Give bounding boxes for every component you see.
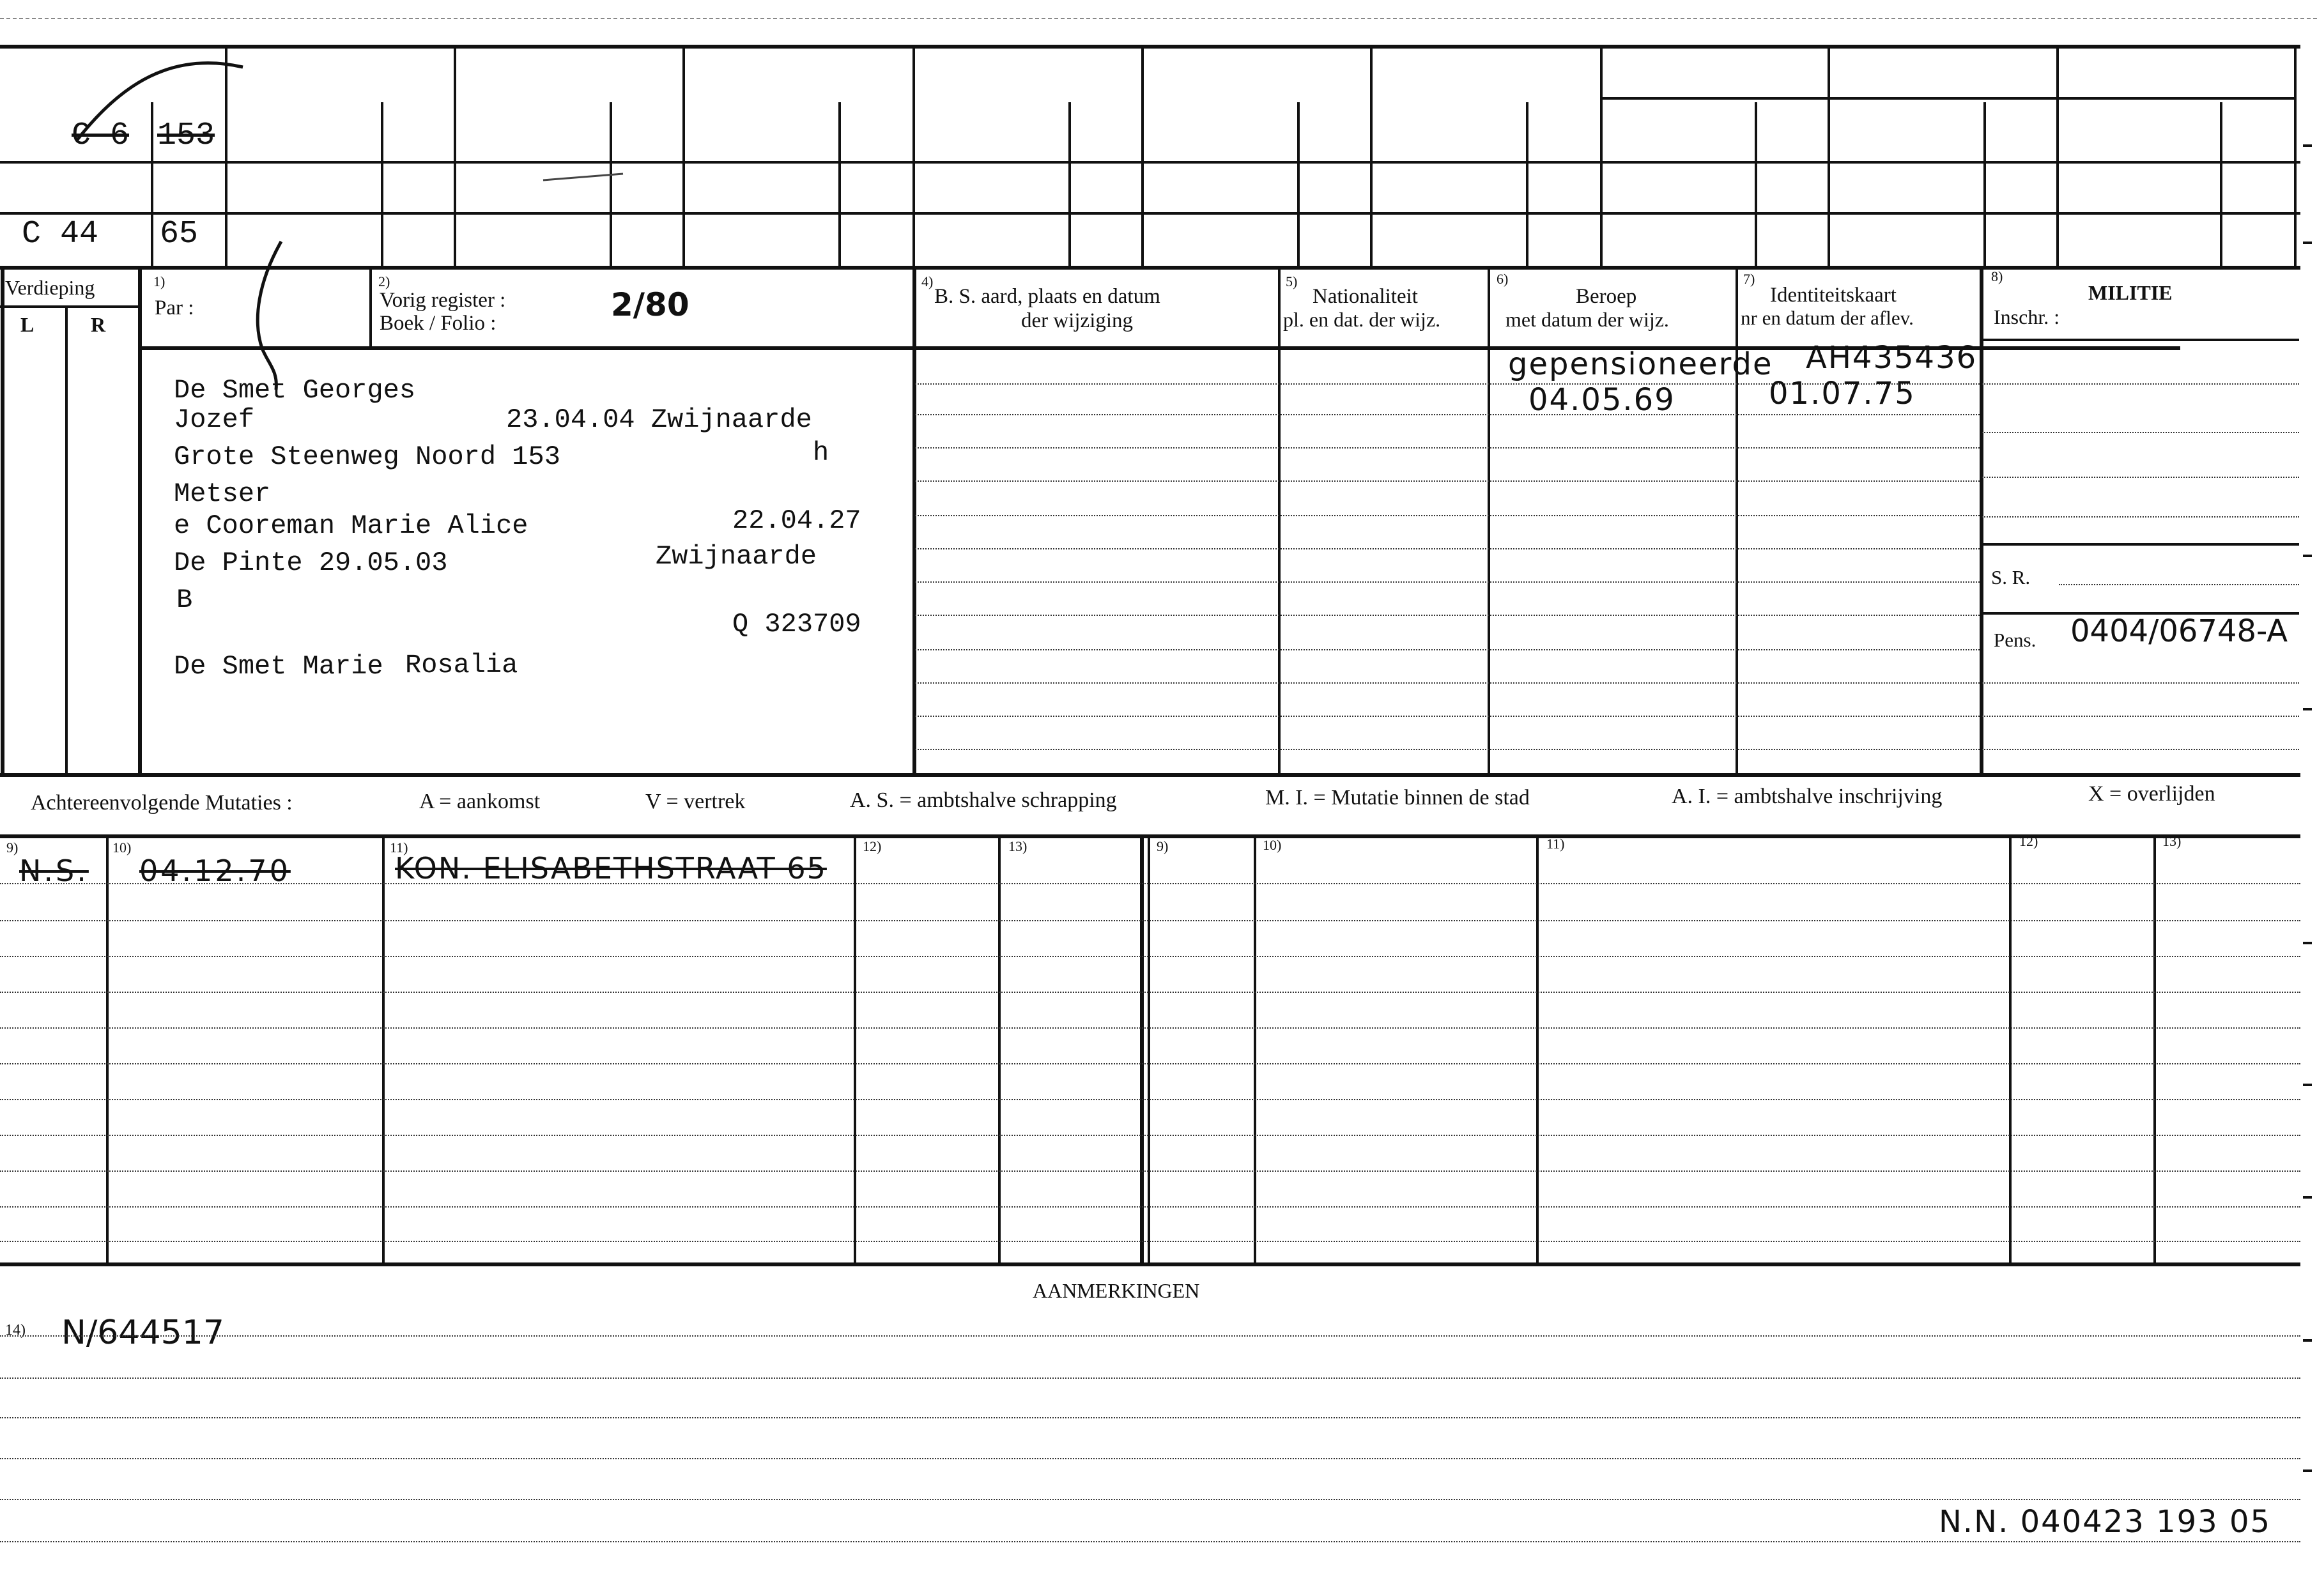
nat-number: 5) xyxy=(1286,273,1298,289)
inschr-label: Inschr. : xyxy=(1994,305,2060,328)
beroep-label-2: met datum der wijz. xyxy=(1505,308,1669,331)
remarks-title: AANMERKINGEN xyxy=(1033,1279,1200,1302)
remarks-top-line xyxy=(0,1262,2300,1266)
id-card-date: 01.07.75 xyxy=(1769,376,1916,411)
person-given-name: Jozef xyxy=(174,404,255,435)
id-label-1: Identiteitskaart xyxy=(1770,284,1897,307)
legend-a: A = aankomst xyxy=(419,790,541,813)
divider-bs xyxy=(912,266,916,773)
person-occupation: Metser xyxy=(174,479,271,509)
militie-label: MILITIE xyxy=(2088,281,2173,304)
person-number: Q 323709 xyxy=(732,609,861,640)
mut-col10-right: 10) xyxy=(1263,837,1282,853)
mut-col11-right: 11) xyxy=(1546,836,1565,852)
militie-line-2 xyxy=(1980,543,2299,546)
mutations-top-line xyxy=(0,834,2300,838)
mut-col13-right: 13) xyxy=(2162,833,2182,849)
vorig-register-value: 2/80 xyxy=(611,286,689,323)
mut-col10-left: 10) xyxy=(112,840,132,856)
frame-left xyxy=(1,266,4,773)
verdieping-label: Verdieping xyxy=(5,276,95,299)
par-label: Par : xyxy=(155,296,194,319)
bs-label-1: B. S. aard, plaats en datum xyxy=(934,285,1160,308)
beroep-label-1: Beroep xyxy=(1576,285,1637,308)
nat-label-1: Nationaliteit xyxy=(1312,285,1418,308)
bs-label-2: der wijziging xyxy=(1021,309,1134,332)
mut-col9-right: 9) xyxy=(1157,838,1169,854)
person-code: B xyxy=(176,585,193,615)
legend-title: Achtereenvolgende Mutaties : xyxy=(31,791,293,815)
mut-col13-left: 13) xyxy=(1008,838,1028,854)
person-spouse-birth: 22.04.27 xyxy=(732,505,861,536)
divider-par-vorig xyxy=(369,266,372,346)
divider-beroep xyxy=(1488,266,1490,773)
person-address-flag: h xyxy=(813,438,829,468)
id-label-2: nr en datum der aflev. xyxy=(1741,307,1914,329)
vorig-number: 2) xyxy=(378,273,390,289)
nat-label-2: pl. en dat. der wijz. xyxy=(1283,308,1441,331)
register-row2-code: C 44 xyxy=(22,216,99,252)
militie-number: 8) xyxy=(1991,268,2003,284)
mutation-row1-type: N.S. xyxy=(19,854,89,888)
vorig-register-label: Vorig register : xyxy=(380,289,506,312)
beroep-date: 04.05.69 xyxy=(1528,382,1675,418)
person-spouse: e Cooreman Marie Alice xyxy=(174,510,528,541)
legend-ai: A. I. = ambtshalve inschrijving xyxy=(1672,785,1943,808)
boek-folio-label: Boek / Folio : xyxy=(380,312,497,335)
beroep-value: gepensioneerde xyxy=(1508,346,1773,382)
id-number: 7) xyxy=(1743,271,1755,287)
person-child: De Smet Marie xyxy=(174,651,383,682)
id-card-number: AH435436 xyxy=(1806,340,1978,376)
pens-label: Pens. xyxy=(1994,629,2036,651)
col-l-label: L xyxy=(20,313,35,336)
legend-mi: M. I. = Mutatie binnen de stad xyxy=(1265,786,1530,810)
person-birth: 23.04.04 Zwijnaarde xyxy=(506,404,812,435)
person-child-rest: Rosalia xyxy=(405,650,518,680)
register-row2-number: 65 xyxy=(160,216,199,252)
col-r-label: R xyxy=(91,313,106,336)
divider-id xyxy=(1736,266,1738,773)
legend-as: A. S. = ambtshalve schrapping xyxy=(850,788,1117,812)
divider-militie xyxy=(1980,266,1983,773)
header-lr-line xyxy=(0,305,138,308)
legend-v: V = vertrek xyxy=(645,790,746,813)
mut-col9-left: 9) xyxy=(6,840,19,856)
main-bottom-line xyxy=(0,773,2300,777)
legend-x: X = overlijden xyxy=(2088,782,2215,806)
person-marriage: De Pinte 29.05.03 xyxy=(174,548,448,578)
person-address: Grote Steenweg Noord 153 xyxy=(174,441,560,472)
remarks-value: N/644517 xyxy=(61,1314,224,1352)
sr-dotted xyxy=(2059,584,2299,585)
register-row1-number: 153 xyxy=(157,118,215,154)
militie-line-1 xyxy=(1980,339,2299,341)
bs-number: 4) xyxy=(921,273,934,289)
sr-label: S. R. xyxy=(1991,566,2031,588)
par-number: 1) xyxy=(153,273,166,289)
remarks-number: 14) xyxy=(5,1322,26,1339)
beroep-number: 6) xyxy=(1497,271,1509,287)
divider-l-r xyxy=(65,305,68,773)
divider-nat xyxy=(1278,266,1281,773)
divider-r-par xyxy=(138,266,142,773)
mutation-row1-date: 04.12.70 xyxy=(139,854,291,888)
national-number: N.N. 040423 193 05 xyxy=(1939,1504,2272,1540)
mutation-row1-address: KON. ELISABETHSTRAAT 65 xyxy=(395,851,827,886)
person-spouse-place: Zwijnaarde xyxy=(656,541,817,572)
mut-col12-right: 12) xyxy=(2019,833,2038,849)
mut-col11-left: 11) xyxy=(390,840,408,856)
register-row1-code: C 6 xyxy=(72,118,130,154)
pension-number: 0404/06748-A xyxy=(2070,613,2288,649)
mut-col12-left: 12) xyxy=(863,838,882,854)
person-name: De Smet Georges xyxy=(174,375,416,406)
